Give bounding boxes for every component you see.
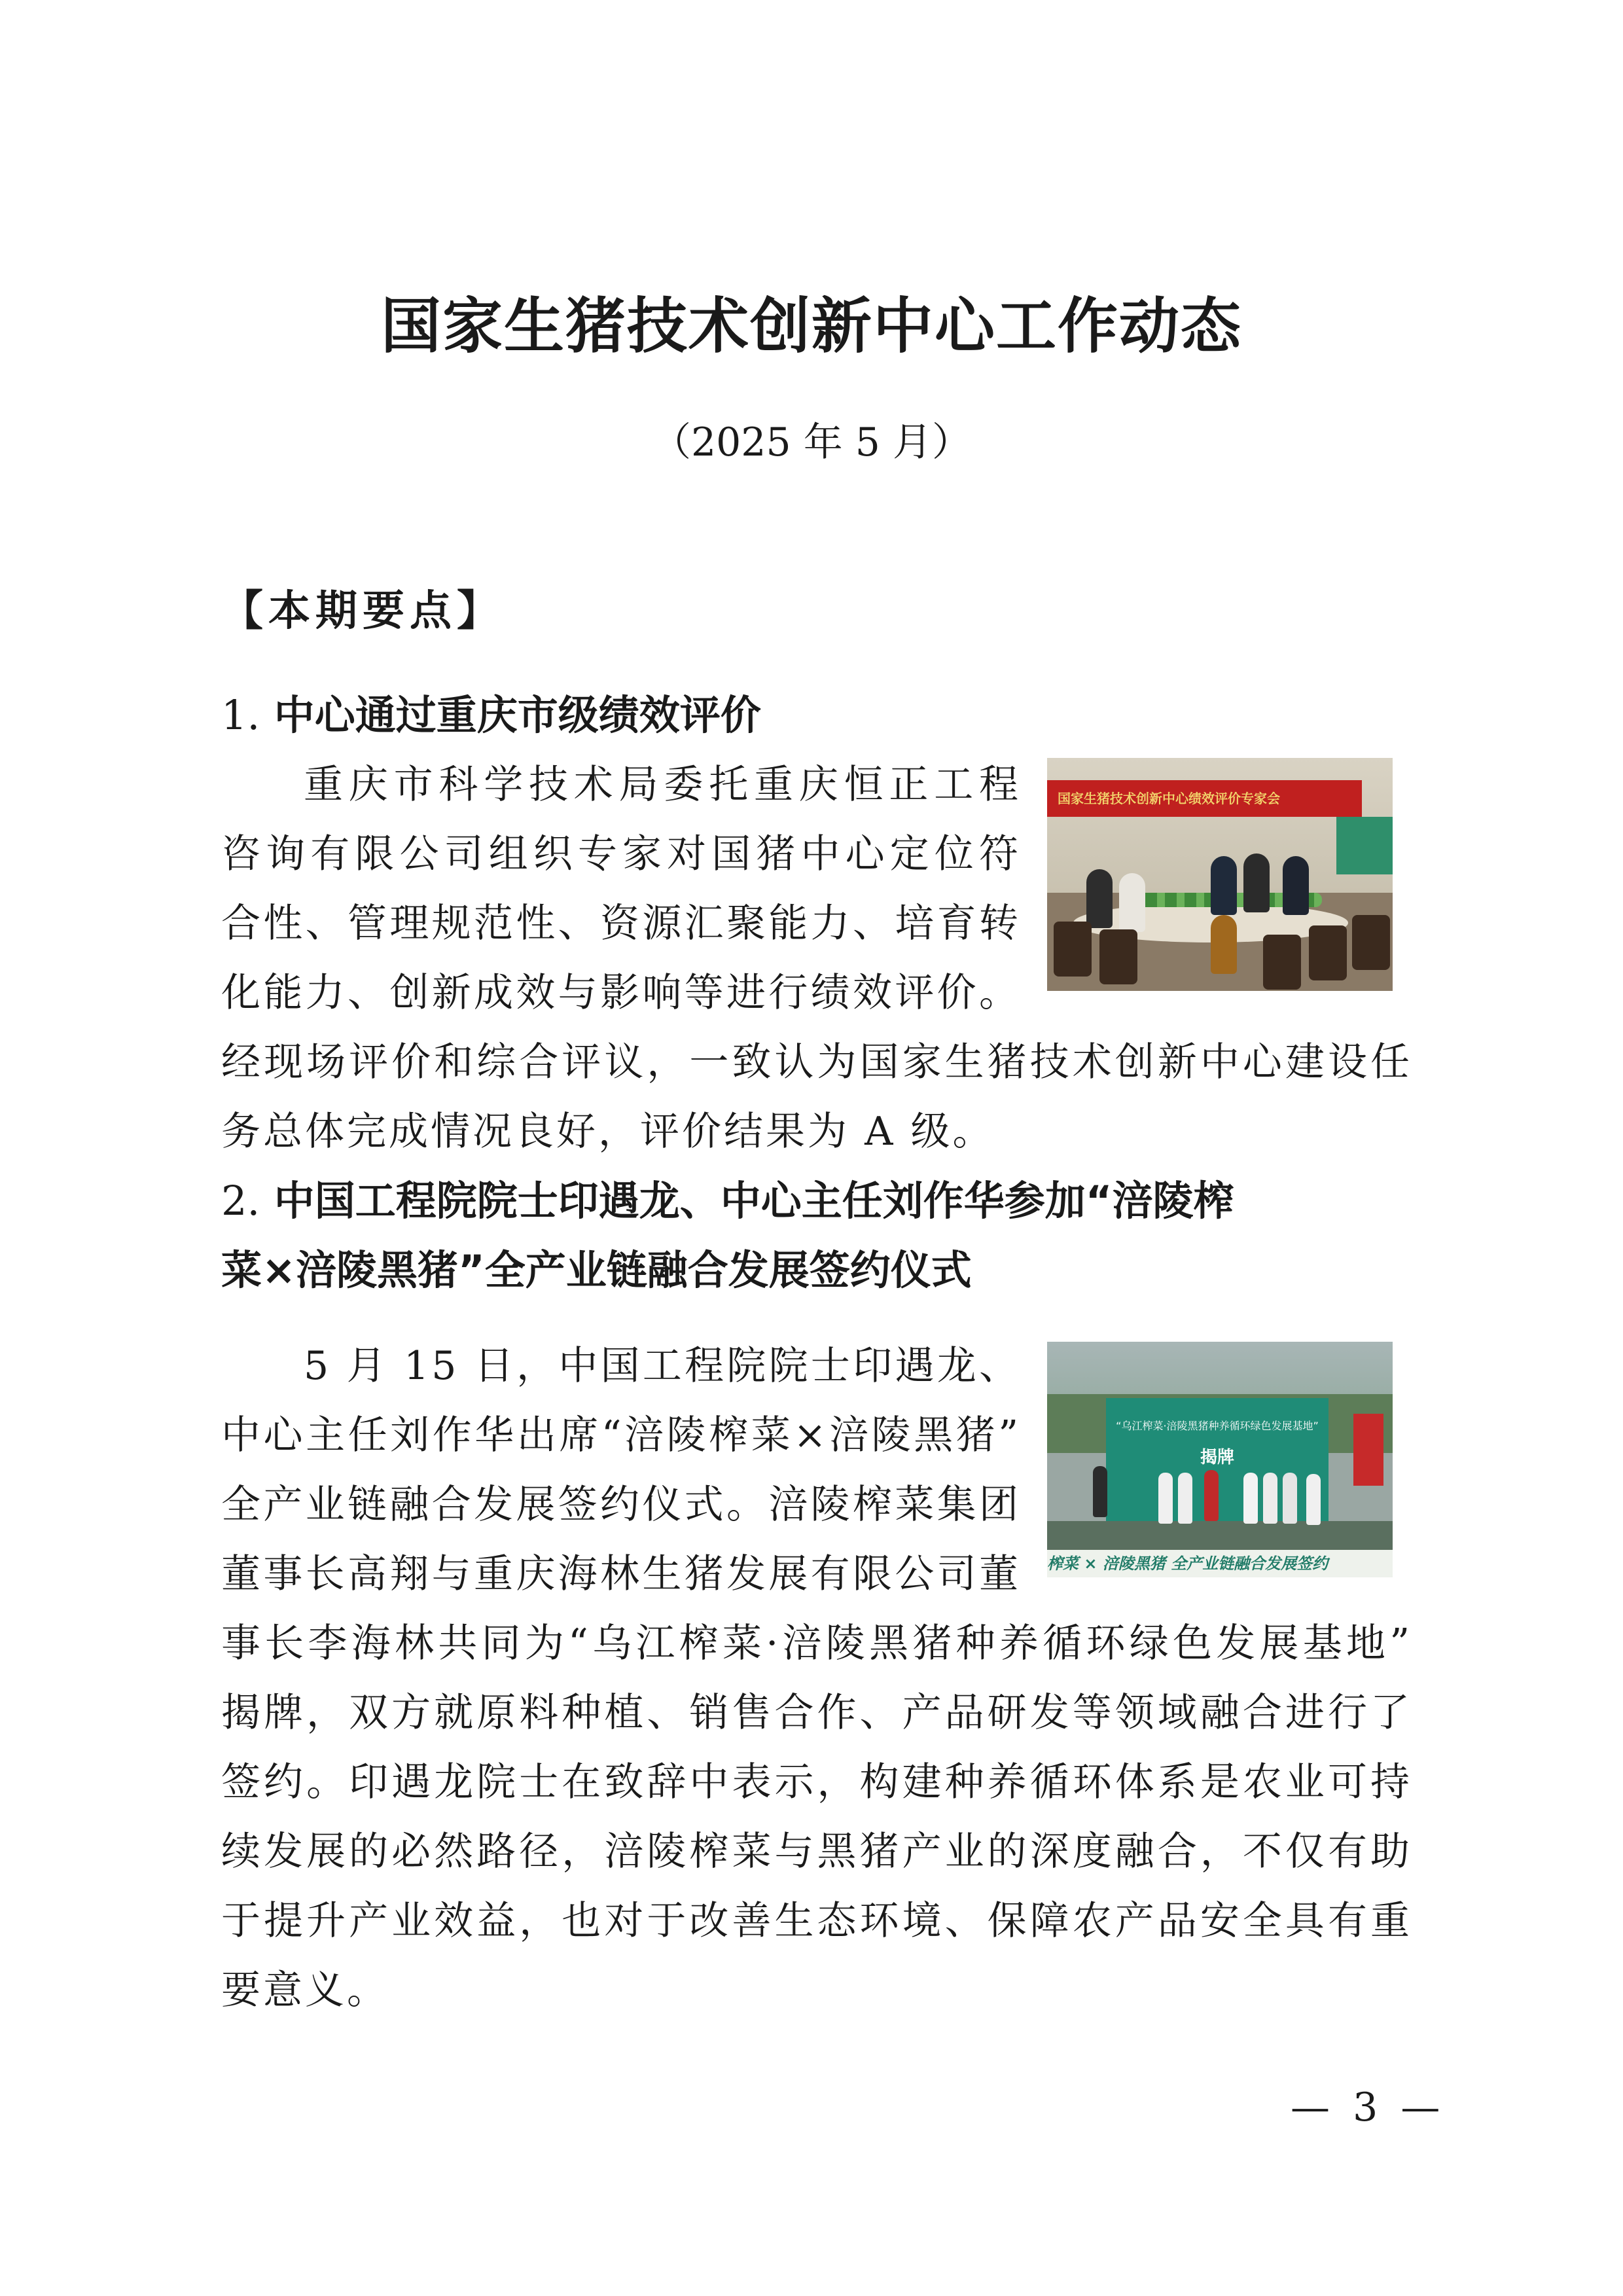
highlights-heading: 【本期要点】 [221, 586, 504, 636]
ceremony-banner-strip: 榨菜 × 涪陵黑猪 全产业链融合发展签约 [1047, 1550, 1393, 1577]
item-2-title-line-2: 菜×涪陵黑猪”全产业链融合发展签约仪式 [221, 1246, 972, 1294]
item-2-paragraph-line-1: 5 月 15 日，中国工程院院士印遇龙、 [304, 1343, 1021, 1389]
ceremony-board-title: 揭牌 [1200, 1448, 1234, 1467]
item-1-paragraph-line-4: 化能力、创新成效与影响等进行绩效评价。 [221, 970, 1021, 1016]
item-1-paragraph-line-1: 重庆市科学技术局委托重庆恒正工程 [304, 762, 1021, 808]
document-date: （2025 年 5 月） [651, 420, 972, 465]
item-1-number: 1. [221, 691, 260, 739]
item-2-paragraph-line-3: 全产业链融合发展签约仪式。涪陵榨菜集团 [221, 1482, 1021, 1528]
item-1-paragraph-line-6: 务总体完成情况良好，评价结果为 A 级。 [221, 1109, 995, 1155]
item-1-title-text: 中心通过重庆市级绩效评价 [274, 691, 761, 739]
item-1-paragraph-line-3: 合性、管理规范性、资源汇聚能力、培育转 [221, 901, 1021, 946]
ceremony-board-text: “乌江榨菜·涪陵黑猪种养循环绿色发展基地” [1116, 1420, 1319, 1432]
item-2-paragraph-line-7: 签约。印遇龙院士在致辞中表示，构建种养循环体系是农业可持 [221, 1759, 1412, 1805]
item-2-paragraph-line-10: 要意义。 [221, 1967, 389, 2013]
meeting-banner: 国家生猪技术创新中心绩效评价专家会 [1047, 780, 1362, 817]
item-1-paragraph-line-2: 咨询有限公司组织专家对国猪中心定位符 [221, 831, 1021, 877]
item-2-title-text: 中国工程院院士印遇龙、中心主任刘作华参加“涪陵榨 [274, 1177, 1234, 1225]
item-1-title [221, 681, 1412, 750]
meeting-photo [1047, 758, 1393, 991]
item-2-paragraph-line-2: 中心主任刘作华出席“涪陵榨菜×涪陵黑猪” [221, 1412, 1021, 1458]
item-2-paragraph-line-6: 揭牌，双方就原料种植、销售合作、产品研发等领域融合进行了 [221, 1690, 1412, 1736]
item-2-title-line-1 [221, 1166, 1412, 1236]
page-number: — 3 — [1291, 2085, 1446, 2130]
item-1-paragraph-line-5: 经现场评价和综合评议，一致认为国家生猪技术创新中心建设任 [221, 1039, 1412, 1085]
item-2-paragraph-line-5: 事长李海林共同为“乌江榨菜·涪陵黑猪种养循环绿色发展基地” [221, 1621, 1412, 1666]
ceremony-photo [1047, 1342, 1393, 1577]
document-title: 国家生猪技术创新中心工作动态 [380, 291, 1242, 361]
item-2-paragraph-line-9: 于提升产业效益，也对于改善生态环境、保障农产品安全具有重 [221, 1898, 1412, 1944]
item-2-number: 2. [221, 1177, 260, 1225]
item-2-paragraph-line-4: 董事长高翔与重庆海林生猪发展有限公司董 [221, 1551, 1021, 1597]
item-2-paragraph-line-8: 续发展的必然路径，涪陵榨菜与黑猪产业的深度融合，不仅有助 [221, 1829, 1412, 1874]
